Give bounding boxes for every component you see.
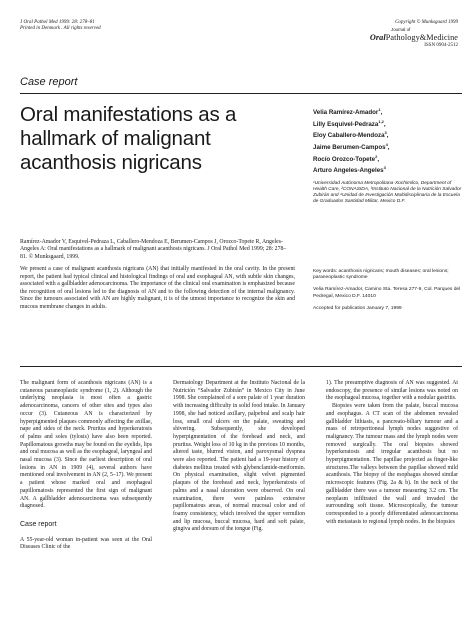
body-column-1: [20, 380, 152, 552]
author-list: [313, 106, 463, 176]
article-info-box: [313, 269, 463, 318]
author: Velia Ramírez-Amador$^1$,: [313, 107, 383, 117]
journal-masthead: [353, 20, 458, 49]
section-heading: Case report: [20, 520, 57, 528]
keywords: Key words: acanthosis nigricans; mouth diseases; oral lesions; paraneoplastic syndrome: [313, 269, 449, 281]
journal-logo-rest: Pathology&Medicine: [385, 33, 458, 42]
journal-citation-line: J Oral Pathol Med 1999: 28: 278–81: [20, 20, 95, 25]
header-rule: [20, 93, 462, 94]
correspondence-address: Velia Ramírez-Amador, Camino Sta. Teresa 277-9, Col. Parques del Pedregal, Mexico D.F. 14010: [313, 287, 461, 299]
author: Eloy Caballero-Mendoza$^3$,: [313, 130, 389, 140]
body-paragraph: A 55-year-old woman in-patient was seen at the Oral Diseases Clinic of the: [20, 536, 152, 551]
body-paragraph: Biopsies were taken from the palate, buccal mucosa and esophagus. A CT scan of the abdomen revealed gallbladder lithiasis, a pancreato-biliary tumour and a mass of retroperitoneal lymph nodes suggestive of malignancy. The tumour mass and the lymph nodes were removed surgically. The oral biopsies showed hyperkeratosis and irregular acanthosis but no hyperpigmentation. The papillae projected as finger-like structures.The valleys between the papillae showed mild acanthosis. The biopsy of the esophagus showed similar microscopic features (Fig. 2a & b). In the neck of the gallbladder there was a tumour measuring 3.2 cm. The neoplasm infiltrated the wall and invaded the surrounding soft tissue. Microscopically, the tumour corresponded to a poorly differentiated adenocarcinoma with metastasis to regional lymph nodes. In the biopsies: [326, 403, 458, 525]
printed-in-line: Printed in Denmark . All rights reserved: [20, 26, 101, 31]
body-column-3: [326, 380, 458, 526]
body-paragraph: The malignant form of acanthosis nigricans (AN) is a cutaneous paraneoplastic syndrome (1, 2). Although the underlying neoplasia is most often a gastric adenocarcinoma, cancers of other sites and types also occur (3). Cutaneous AN is characterized by hyperpigmented plaques commonly affecting the axillae, nape and sides of the neck. Pruritus and hyperkeratosis of palms and soles (tylosis) have also been reported. Papillomatous growths may be found on the eyelids, lips and oral mucosa as well as the esophageal, laryngeal and nasal mucosa (3). Since the earliest description of oral lesions in AN in 1909 (4), several authors have mentioned oral involvement in AN (2, 5–17). We present a patient whose marked oral and esophageal papillomatosis represented the first sign of malignant AN. A gallbladder adenocarcinoma was subsequently diagnosed.: [20, 380, 152, 510]
abstract-rule: [20, 366, 462, 367]
accepted-date: Accepted for publication January 7, 1999: [313, 305, 402, 311]
author: Arturo Angeles-Angeles$^3$: [313, 165, 386, 175]
affiliations: ¹Universidad Autónoma Metropolitana-Xochimilco, Department of Health Care, ²CONASIDA, ³Instituto Nacional de la Nutrición Salvador Zubirán and ⁴Unidad de Investigación Multidisciplinaria de la Escuela de Graduados Santidad Militar, Mexico D.F.: [313, 181, 462, 204]
article-type: Case report: [20, 76, 78, 88]
author: Rocío Orozco-Topete$^2$,: [313, 153, 380, 163]
body-paragraph: Dermatology Department at the Instituto Nacional de la Nutrición “Salvador Zubirán” in Mexico City in June 1998. She complained of a sore palate of 1 year duration with increasing difficulty in solid food intake. In January 1998, she had noticed axillary, palpebral and scalp hair loss, small oral ulcers on the palate, sweating and shivering. Subsequently, she developed hyperpigmentation of the forehead and neck, and pruritus. Weight loss of 10 kg in the previous 10 months, altered taste, blurred vision, and paroxysmal dyspnea were also reported. The patient had a 19-year history of diabetes mellitus treated with glybenclamide-metformin. On physical examination, slight velvet pigmented plaques of the forehead and neck, hyperkeratosis of palms and a nasal ulceration were observed. On oral examination, there were painless extensive papillomatous areas, of normal mucosal color and of foamy consistency, which involved the upper vermilion and lip mucosa, buccal mucosa, hard and soft palate, gingiva and dorsum of the tongue (Fig.: [173, 380, 305, 533]
journal-reference: [20, 20, 200, 32]
author: Jaime Berumen-Campos$^4$,: [313, 141, 390, 152]
journal-logo: [353, 33, 458, 42]
citation-block: Ramírez-Amador V, Esquivel-Pedraza L, Caballero-Mendoza E, Berumen-Campos J, Orozco-Topete R, Angeles-Angeles A: Oral manifestations as a hallmark of malignant acanthosis nigricans. J Oral Pathol Med 1999; 28: 278–81. © Munksgaard, 1999.: [20, 239, 287, 260]
author: Lilly Esquivel-Pedraza$^{1,2}$,: [313, 118, 386, 128]
body-column-2: [173, 380, 305, 534]
journal-of-label: Journal of: [391, 27, 411, 32]
body-paragraph: 1). The presumptive diagnosis of AN was suggested. At endoscopy, the presence of similar lesions was noted on the esophageal mucosa, together with a nodular gastritis.: [326, 380, 458, 402]
article-title: Oral manifestations as a hallmark of malignant acanthosis nigricans: [20, 103, 237, 174]
issn-line: ISSN 0904-2512: [424, 43, 458, 48]
copyright-line: Copyright © Munksgaard 1999: [395, 20, 458, 25]
abstract: We present a case of malignant acanthosis nigricans (AN) that initially manifested in the oral cavity. In the present report, the patient had typical clinical and histological findings of oral and esophageal AN, with subtle skin changes, associated with a gallbladder adenocarcinoma. The importance of the clinical oral examination is emphasized because the recognition of oral lesions led to the diagnosis of AN and to the following detection of the internal malignancy. Since the tumours associated with AN are highly malignant, it is of the utmost importance to recognize the skin and mucous membrane changes in adults.: [20, 266, 295, 310]
journal-logo-oral: Oral: [369, 33, 386, 42]
